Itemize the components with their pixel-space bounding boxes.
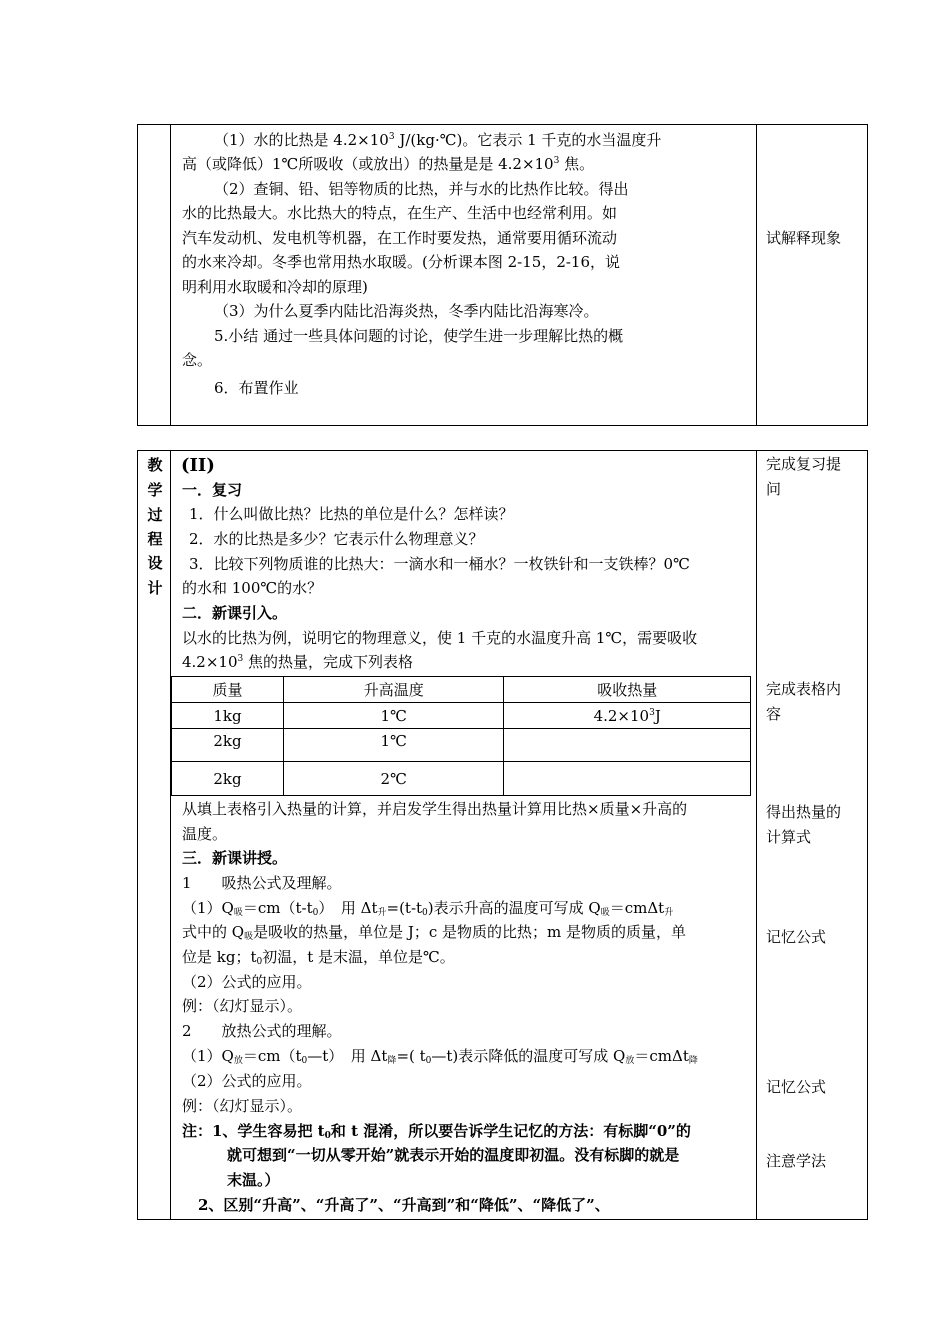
t1-line-4: 水的比热最大。水比热大的特点，在生产、生活中也经常利用。如 [182, 204, 618, 222]
table-1-divider-right [756, 125, 757, 425]
table-header-row [172, 677, 751, 703]
t2-note-5: 记忆公式 [766, 1078, 827, 1096]
t2-note-4: 记忆公式 [766, 928, 827, 946]
table-cell: 1℃ [284, 703, 504, 729]
intro-line-1: 以水的比热为例，说明它的物理意义，使 1 千克的水温度升高 1℃，需要吸收 [182, 629, 698, 647]
review-item: 的水和 100℃的水？ [182, 579, 323, 597]
table-2-divider-left [170, 451, 171, 1219]
release-application: （2）公式的应用。 [182, 1072, 312, 1090]
review-item: 3．比较下列物质谁的比热大：一滴水和一桶水？一枚铁针和一支铁棒？0℃ [189, 555, 690, 573]
table-cell: 2℃ [284, 762, 504, 796]
t1-line-7: 明利用水取暖和冷却的原理) [182, 278, 368, 296]
t2-note-1: 完成复习提 [766, 455, 842, 473]
note-line-4: 2、区别“升高”、“升高了”、“升高到”和“降低”、“降低了”、 [198, 1196, 610, 1214]
absorb-explain-2: 位是 kg；$t_0$初温，t 是末温，单位是℃。 [182, 948, 455, 967]
t2-note-6: 注意学法 [766, 1152, 827, 1170]
intro-title: 二．新课引入。 [182, 604, 288, 622]
table-1-divider-left [170, 125, 171, 425]
intro-line-2: $4.2\times 10^3$ 焦的热量，完成下列表格 [182, 653, 414, 671]
release-title: 2 放热公式的理解。 [182, 1022, 342, 1040]
header-cell: 质量 [172, 677, 284, 703]
after-table-line-1: 从填上表格引入热量的计算，并启发学生得出热量计算用比热×质量×升高的 [182, 800, 688, 818]
side-label-char: 设 [147, 554, 163, 572]
header-cell: 吸收热量 [504, 677, 751, 703]
side-label-char: 计 [147, 579, 163, 597]
table-cell [504, 762, 751, 796]
t2-note-3b: 计算式 [766, 828, 812, 846]
table-cell: 2kg [172, 729, 284, 762]
note-line-2: 就可想到“一切从零开始”就表示开始的温度即初温。没有标脚的就是 [227, 1146, 680, 1164]
t1-line-2: 高（或降低）1℃所吸收（或放出）的热量是是 $4.2\times 10^3$ 焦。 [182, 155, 595, 173]
t2-note-3: 得出热量的 [766, 803, 842, 821]
lecture-title: 三．新课讲授。 [182, 849, 288, 867]
t1-note: 试解释现象 [766, 229, 842, 247]
t1-line-9: 5.小结 通过一些具体问题的讨论，使学生进一步理解比热的概 [214, 327, 624, 345]
side-label-char: 教 [147, 456, 163, 474]
table-row [172, 729, 751, 762]
t2-note-2: 完成表格内 [766, 680, 842, 698]
review-title: 一．复习 [182, 481, 243, 499]
table-cell: $4.2\times 10^3J$ [504, 703, 751, 729]
table-2-divider-right [756, 451, 757, 1219]
side-label-char: 学 [147, 481, 163, 499]
t2-note-1b: 问 [766, 480, 782, 498]
t1-line-1: （1）水的比热是 $4.2\times 10^3$ J/(kg·℃)。它表示 1 千克的水当温度升 [214, 131, 662, 149]
absorb-example: 例：（幻灯显示）。 [182, 997, 303, 1015]
table-cell [504, 729, 751, 762]
table-row [172, 703, 751, 729]
t1-line-8: （3）为什么夏季内陆比沿海炎热，冬季内陆比沿海寒冷。 [214, 302, 599, 320]
table-cell: 1kg [172, 703, 284, 729]
absorb-formula: $(1)Q_吸=cm(t-t_0)$ 用 $\Delta t_升=(t-t_0)$表示升高的温度可写成 $Q_吸=cm\Delta t_升$ [182, 899, 674, 918]
header-cell: 升高温度 [284, 677, 504, 703]
release-example: 例：（幻灯显示）。 [182, 1097, 303, 1115]
table-row [172, 762, 751, 796]
after-table-line-2: 温度。 [182, 825, 228, 843]
t1-line-11: 6．布置作业 [214, 379, 299, 397]
review-item: 2．水的比热是多少？它表示什么物理意义？ [189, 530, 484, 548]
table-cell: 2kg [172, 762, 284, 796]
t1-line-6: 的水来冷却。冬季也常用热水取暖。(分析课本图 2-15，2-16，说 [182, 253, 621, 271]
review-item: 1．什么叫做比热？比热的单位是什么？怎样读？ [189, 505, 514, 523]
absorb-application: （2）公式的应用。 [182, 973, 312, 991]
side-label-char: 程 [147, 530, 163, 548]
release-formula: $(1)Q_放=cm(t_0—t)$ 用 $\Delta t_降=$( $t_0—t$)表示降低的温度可写成 $Q_放=cm\Delta t_降$ [182, 1047, 698, 1066]
note-line-1: 注：1、学生容易把 $t_0$和 t 混淆，所以要告诉学生记忆的方法：有标脚“0”的 [182, 1122, 691, 1141]
heat-table [171, 676, 751, 796]
side-label-char: 过 [147, 506, 163, 524]
note-line-3: 末温。） [227, 1171, 280, 1189]
section-heading: (II) [181, 455, 215, 476]
t2-note-2b: 容 [766, 705, 782, 723]
absorb-explain-1: 式中的 $Q_吸$是吸收的热量，单位是 J；c 是物质的比热；m 是物质的质量，单 [182, 923, 687, 942]
t1-line-3: （2）查铜、铅、铝等物质的比热，并与水的比热作比较。得出 [214, 180, 629, 198]
t1-line-5: 汽车发动机、发电机等机器，在工作时要发热，通常要用循环流动 [182, 229, 618, 247]
absorb-title: 1 吸热公式及理解。 [182, 874, 342, 892]
t1-line-10: 念。 [182, 351, 213, 369]
table-cell: 1℃ [284, 729, 504, 762]
